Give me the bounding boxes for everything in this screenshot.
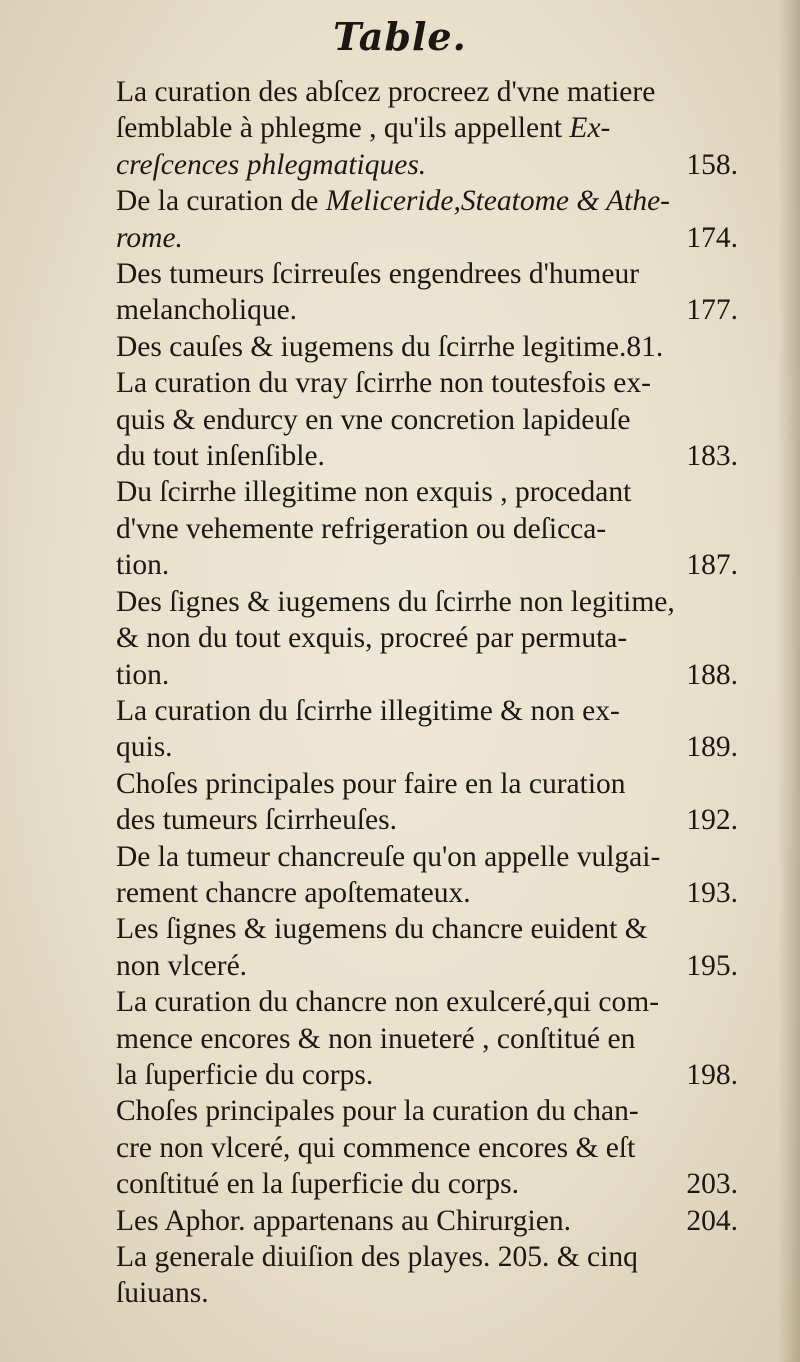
entry-line: Des tumeurs ſcirreuſes engendrees d'humeur (116, 258, 640, 291)
entry-line: cre non vlceré, qui commence encores & eſt (116, 1131, 636, 1164)
entry-line (116, 110, 744, 146)
entry-line: ſuiuans. (116, 1277, 209, 1310)
page-number: 195. (686, 949, 738, 982)
entry-line: De la tumeur chancreuſe qu'on appelle vulgai- (116, 840, 661, 873)
page-number: 174. (686, 221, 738, 254)
entry-line: La curation du chancre non exulceré,qui com- (116, 986, 660, 1019)
entry-line: quis & endurcy en vne concretion lapideuſe (116, 403, 631, 436)
entry-text: la ſuperficie du corps. (116, 1058, 374, 1091)
toc-entry-7 (116, 584, 744, 693)
entry-italic-text: Ex- (569, 112, 611, 145)
entry-line (116, 948, 744, 984)
entry-line: mence encores & non inueteré , conſtitué en (116, 1022, 636, 1055)
entry-line (116, 1057, 744, 1093)
entry-line: La curation du vray ſcirrhe non toutesfois ex- (116, 367, 651, 400)
toc-entry-9 (116, 766, 744, 839)
entry-text: tion. (116, 658, 170, 691)
entry-text: rement chancre apoſtemateux. (116, 876, 471, 909)
toc-entry-14 (116, 1203, 744, 1239)
toc-entry-8 (116, 693, 744, 766)
toc-entry-1 (116, 74, 744, 183)
page-number: 177. (686, 294, 738, 327)
entry-text: non vlceré. (116, 949, 248, 982)
page-number: 187. (686, 549, 738, 582)
toc-entry-15 (116, 1239, 744, 1312)
entry-text: De la curation de (116, 185, 326, 218)
page-number: 183. (686, 440, 738, 473)
entry-line (116, 438, 744, 474)
entry-line (116, 1166, 744, 1202)
entry-line: & non du tout exquis, procreé par permuta- (116, 622, 628, 655)
entry-line (116, 875, 744, 911)
entry-line: Des cauſes & iugemens du ſcirrhe legitime.81. (116, 330, 664, 363)
entry-line: Choſes principales pour faire en la curation (116, 767, 626, 800)
entry-text: melancholique. (116, 294, 298, 327)
entry-line (116, 147, 744, 183)
entry-line (116, 1203, 744, 1239)
entry-line: Les ſignes & iugemens du chancre euident & (116, 913, 648, 946)
page-number: 193. (686, 876, 738, 909)
toc-entry-3 (116, 256, 744, 329)
toc-entry-4 (116, 329, 744, 365)
entry-text: des tumeurs ſcirrheuſes. (116, 804, 397, 837)
entry-line: Du ſcirrhe illegitime non exquis , procedant (116, 476, 632, 509)
entry-italic-text: creſcences phlegmatiques. (116, 148, 427, 181)
entry-text: du tout inſenſible. (116, 440, 325, 473)
entry-line: Des ſignes & iugemens du ſcirrhe non legitime, (116, 585, 675, 618)
entry-line (116, 729, 744, 765)
page-number: 192. (686, 804, 738, 837)
page-number: 204. (686, 1204, 738, 1237)
toc-entry-11 (116, 911, 744, 984)
page-number: 198. (686, 1058, 738, 1091)
entry-line (116, 220, 744, 256)
entry-line (116, 802, 744, 838)
entry-line (116, 292, 744, 328)
entry-italic-text: rome. (116, 221, 183, 254)
toc-entry-12 (116, 984, 744, 1093)
page-title: Table. (333, 14, 467, 59)
entry-text: Les Aphor. appartenans au Chirurgien. (116, 1204, 571, 1237)
entry-line: La generale diuiſion des playes. 205. & cinq (116, 1241, 638, 1273)
entry-italic-text: Meliceride,Steatome & Athe- (325, 185, 671, 218)
page-number: 188. (686, 658, 738, 691)
entry-line: La curation des abſcez procreez d'vne matiere (116, 76, 656, 108)
toc-entry-10 (116, 839, 744, 912)
entry-text: ſemblable à phlegme , qu'ils appellent (116, 112, 570, 145)
entry-line (116, 657, 744, 693)
entry-text: tion. (116, 549, 170, 582)
toc-entry-5 (116, 365, 744, 474)
entry-line: La curation du ſcirrhe illegitime & non ex- (116, 694, 620, 727)
entry-text: quis. (116, 731, 173, 764)
page-number: 203. (686, 1168, 738, 1201)
toc-entry-2 (116, 183, 744, 256)
entry-text: conſtitué en la ſuperficie du corps. (116, 1168, 520, 1201)
entry-line (116, 547, 744, 583)
page-number: 158. (686, 148, 738, 181)
toc-entry-6 (116, 474, 744, 583)
entry-line (116, 183, 744, 219)
table-of-contents (116, 74, 744, 1312)
page-number: 189. (686, 731, 738, 764)
toc-entry-13 (116, 1093, 744, 1202)
entry-line: d'vne vehemente refrigeration ou deſicca- (116, 512, 607, 545)
entry-line: Choſes principales pour la curation du chan- (116, 1095, 639, 1128)
